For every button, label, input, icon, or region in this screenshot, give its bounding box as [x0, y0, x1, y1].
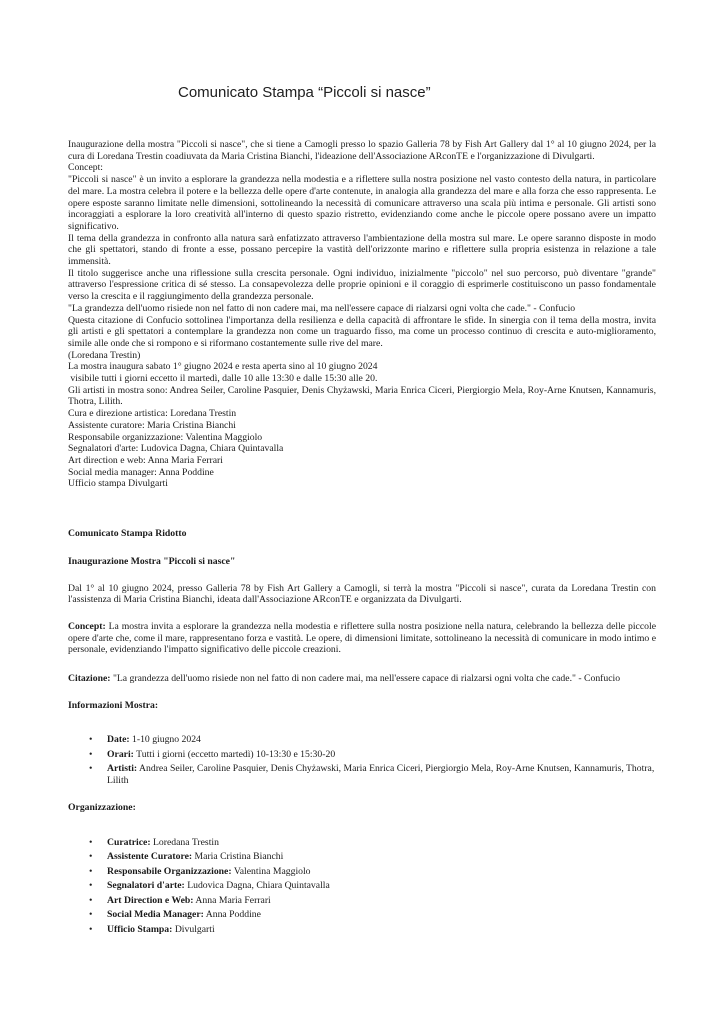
item-label: Orari:: [107, 748, 134, 760]
list-item: [68, 763, 656, 786]
press-release-full: [68, 139, 656, 490]
info-list: [68, 734, 656, 786]
document-title: Comunicato Stampa “Piccoli si nasce”: [178, 84, 431, 101]
citation-label: Citazione:: [68, 673, 111, 685]
item-value: Andrea Seiler, Caroline Pasquier, Denis Chyżawski, Maria Enrica Ciceri, Piergiorgio Mela, Roy-Arne Knutsen, Kannamuris, Thotra, Lilith: [107, 763, 655, 787]
paragraph: Social media manager: Anna Poddine: [68, 466, 214, 478]
list-item: [68, 924, 656, 936]
paragraph: Responsabile organizzazione: Valentina Maggiolo: [68, 431, 263, 443]
item-label: Responsabile Organizzazione:: [107, 865, 232, 877]
item-label: Art Direction e Web:: [107, 894, 194, 906]
bullet-icon: •: [89, 865, 93, 877]
bullet-icon: •: [89, 909, 93, 921]
short-release-intro: Dal 1° al 10 giugno 2024, presso Galleria 78 by Fish Art Gallery a Camogli, si terrà la mostra "Piccoli si nasce", curata da Loredana Trestin con l'assistenza di Maria Cristina Bianchi, ideata dall'Associazione ARconTE e organizzata da Divulgarti.: [68, 582, 656, 606]
item-value: Anna Poddine: [203, 909, 261, 921]
item-value: Anna Maria Ferrari: [193, 894, 271, 906]
list-item: [68, 837, 656, 849]
paragraph: Cura e direzione artistica: Loredana Trestin: [68, 408, 237, 420]
info-heading: Informazioni Mostra:: [68, 699, 159, 711]
paragraph: Il titolo suggerisce anche una riflessione sulla crescita personale. Ogni individuo, inizialmente "piccolo" nel suo percorso, può diventare "grande" attraverso l'espressione critica di sé stesso. La consapevolezza delle proprie opinioni e il coraggio di esprimerle costituiscono un passo fondamentale verso la crescita e il raggiungimento della grandezza personale.: [68, 267, 656, 303]
bullet-icon: •: [89, 763, 93, 775]
paragraph: La mostra inaugura sabato 1° giugno 2024 e resta aperta sino al 10 giugno 2024: [68, 361, 378, 373]
page-content: [68, 0, 656, 938]
item-label: Social Media Manager:: [107, 909, 204, 921]
paragraph: Concept:: [68, 162, 103, 174]
concept-text: La mostra invita a esplorare la grandezza nella modestia e riflettere sulla nostra posizione nella natura, celebrando la bellezza delle piccole opere d'arte che, come il mare, rappresentano forza e vastità. Le opere, di dimensioni limitate, sottolineano la necessità di comunicare in modo intimo e personale, evidenziando l'impatto significativo delle piccole creazioni.: [68, 620, 656, 656]
bullet-icon: •: [89, 851, 93, 863]
concept-paragraph: [68, 621, 656, 656]
item-label: Curatrice:: [107, 836, 151, 848]
organization-list: [68, 837, 656, 936]
bullet-icon: •: [89, 880, 93, 892]
item-value: Maria Cristina Bianchi: [192, 851, 284, 863]
list-item: [68, 895, 656, 907]
item-value: Divulgarti: [172, 923, 215, 935]
item-label: Ufficio Stampa:: [107, 923, 173, 935]
concept-label: Concept:: [68, 620, 106, 632]
paragraph: (Loredana Trestin): [68, 349, 141, 361]
press-release-short: [68, 528, 656, 935]
item-value: Valentina Maggiolo: [231, 865, 311, 877]
bullet-icon: •: [89, 923, 93, 935]
list-item: [68, 866, 656, 878]
bullet-icon: •: [89, 836, 93, 848]
item-label: Date:: [107, 734, 130, 746]
paragraph: Questa citazione di Confucio sottolinea l'importanza della resilienza e della capacità di affrontare le sfide. In sinergia con il tema della mostra, invita gli artisti e gli spettatori a contemplare la grandezza non come un traguardo fisso, ma come un processo continuo di crescita e auto-miglioramento, simile alle onde che si rompono e si riformano costantemente sulle rive del mare.: [68, 314, 656, 349]
list-item: [68, 851, 656, 863]
organization-heading: Organizzazione:: [68, 801, 136, 813]
item-label: Artisti:: [107, 763, 138, 775]
paragraph: visibile tutti i giorni eccetto il martedì, dalle 10 alle 13:30 e dalle 15:30 alle 20.: [68, 373, 378, 385]
citation-paragraph: [68, 673, 656, 685]
paragraph: Ufficio stampa Divulgarti: [68, 478, 168, 490]
paragraph: Gli artisti in mostra sono: Andrea Seiler, Caroline Pasquier, Denis Chyżawski, Maria Enrica Ciceri, Piergiorgio Mela, Roy-Arne Knutsen, Kannamuris, Thotra, Lilith.: [68, 384, 656, 408]
paragraph: Il tema della grandezza in confronto alla natura sarà enfatizzato attraverso l'ambientazione della mostra sul mare. Le opere saranno disposte in modo che gli spettatori, stando di fronte a esse, possano percepire la vastità dell'orizzonte marino e riflettere sulla propria esistenza in relazione a tale immensità.: [68, 232, 656, 268]
list-item: [68, 880, 656, 892]
paragraph: Art direction e web: Anna Maria Ferrari: [68, 454, 223, 466]
paragraph: "Piccoli si nasce" è un invito a esplorare la grandezza nella modestia e a riflettere sulla nostra posizione nel vasto contesto della natura, in particolare del mare. La mostra celebra il potere e la bellezza delle opere d'arte contenute, in analogia alla grandezza del mare e alla forza che esso rappresenta. Le opere esposte saranno limitate nelle dimensioni, sottolineando la necessità di comunicare attraverso una scala più intima e personale. Gli artisti sono incoraggiati a esplorare la loro creatività all'interno di questo spazio ristretto, evidenziando come anche le piccole opere possano avere un impatto significativo.: [68, 174, 656, 232]
citation-text: "La grandezza dell'uomo risiede non nel fatto di non cadere mai, ma nell'essere capace di rialzarsi ogni volta che cade." - Confucio: [110, 673, 621, 685]
paragraph: "La grandezza dell'uomo risiede non nel fatto di non cadere mai, ma nell'essere capace di rialzarsi ogni volta che cade." - Confucio: [68, 302, 576, 314]
list-item: [68, 909, 656, 921]
item-label: Assistente Curatore:: [107, 851, 193, 863]
item-value: 1-10 giugno 2024: [129, 734, 201, 746]
list-item: [68, 749, 656, 761]
bullet-icon: •: [89, 894, 93, 906]
paragraph: Assistente curatore: Maria Cristina Bianchi: [68, 419, 236, 431]
bullet-icon: •: [89, 734, 93, 746]
bullet-icon: •: [89, 748, 93, 760]
short-release-heading: Comunicato Stampa Ridotto: [68, 528, 187, 540]
item-label: Segnalatori d'arte:: [107, 880, 185, 892]
item-value: Ludovica Dagna, Chiara Quintavalla: [184, 880, 330, 892]
item-value: Tutti i giorni (eccetto martedì) 10-13:30 e 15:30-20: [133, 748, 336, 760]
short-release-subheading: Inaugurazione Mostra "Piccoli si nasce": [68, 555, 236, 567]
item-value: Loredana Trestin: [150, 836, 219, 848]
list-item: [68, 734, 656, 746]
paragraph: Inaugurazione della mostra "Piccoli si nasce", che si tiene a Camogli presso lo spazio Galleria 78 by Fish Art Gallery dal 1° al 10 giugno 2024, per la cura di Loredana Trestin coadiuvata da Maria Cristina Bianchi, l'ideazione dell'Associazione ARconTE e l'organizzazione di Divulgarti.: [68, 139, 656, 162]
paragraph: Segnalatori d'arte: Ludovica Dagna, Chiara Quintavalla: [68, 443, 284, 455]
